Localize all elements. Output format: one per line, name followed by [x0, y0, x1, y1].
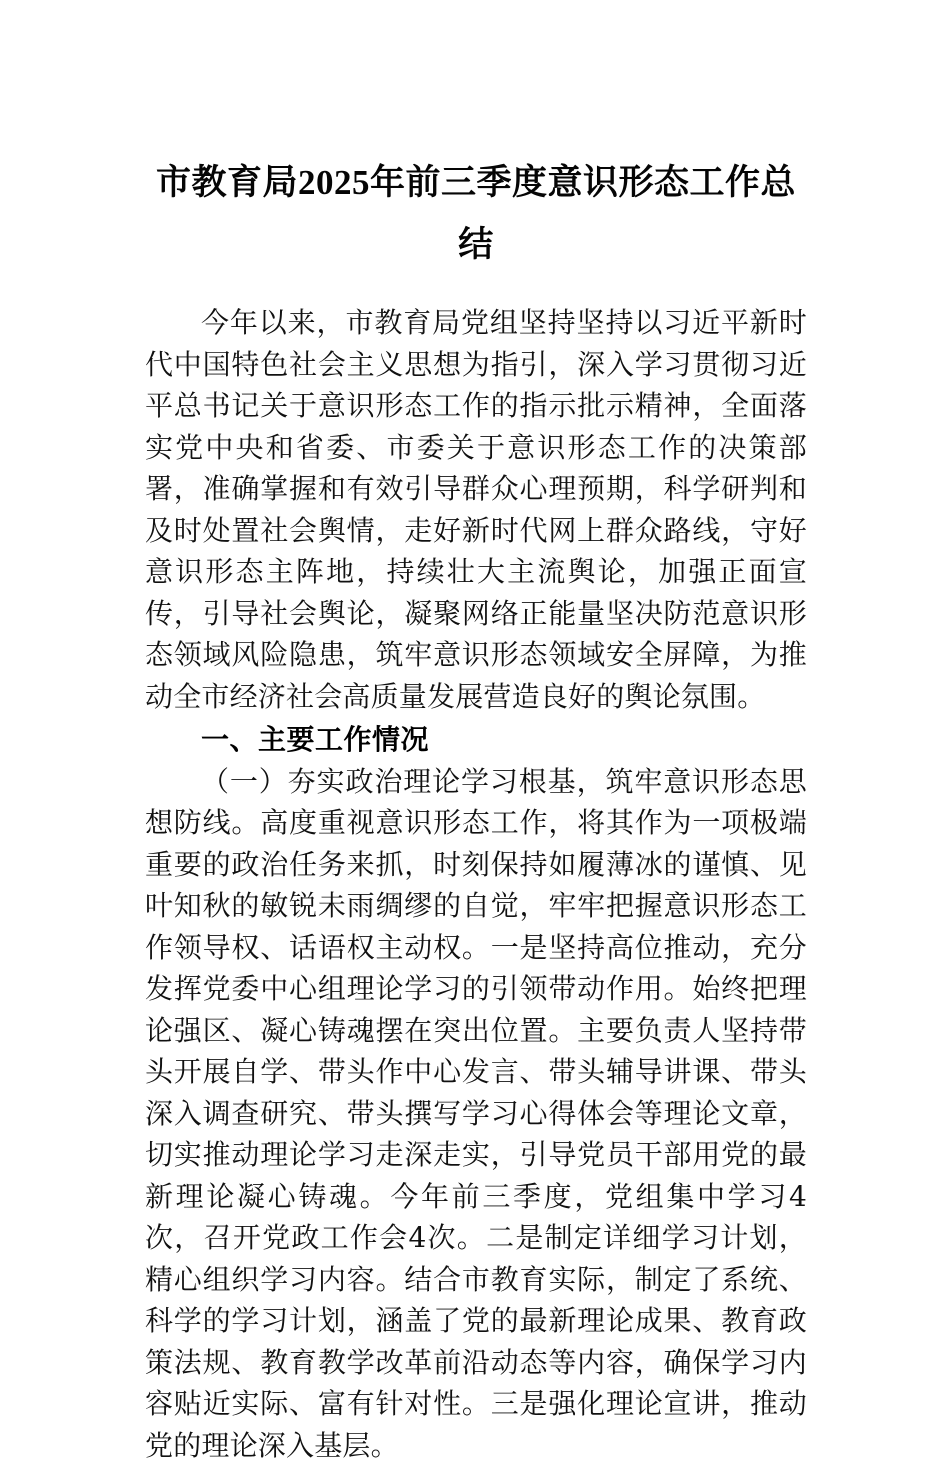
document-content	[145, 0, 807, 1466]
paragraph-section-1-1: （一）夯实政治理论学习根基，筑牢意识形态思想防线。高度重视意识形态工作，将其作为一项极端重要的政治任务来抓，时刻保持如履薄冰的谨慎、见叶知秋的敏锐未雨绸缪的自觉，牢牢把握意识形态工作领导权、话语权主动权。一是坚持高位推动，充分发挥党委中心组理论学习的引领带动作用。始终把理论强区、凝心铸魂摆在突出位置。主要负责人坚持带头开展自学、带头作中心发言、带头辅导讲课、带头深入调查研究、带头撰写学习心得体会等理论文章，切实推动理论学习走深走实，引导党员干部用党的最新理论凝心铸魂。今年前三季度，党组集中学习4次，召开党政工作会4次。二是制定详细学习计划，精心组织学习内容。结合市教育实际，制定了系统、科学的学习计划，涵盖了党的最新理论成果、教育政策法规、教育教学改革前沿动态等内容，确保学习内容贴近实际、富有针对性。三是强化理论宣讲，推动党的理论深入基层。	[145, 761, 807, 1466]
page-title: 市教育局2025年前三季度意识形态工作总结	[145, 0, 807, 276]
section-heading-main-work: 一、主要工作情况	[145, 719, 807, 761]
paragraph-intro: 今年以来，市教育局党组坚持坚持以习近平新时代中国特色社会主义思想为指引，深入学习贯彻习近平总书记关于意识形态工作的指示批示精神，全面落实党中央和省委、市委关于意识形态工作的决策部署，准确掌握和有效引导群众心理预期，科学研判和及时处置社会舆情，走好新时代网上群众路线，守好意识形态主阵地，持续壮大主流舆论，加强正面宣传，引导社会舆论，凝聚网络正能量坚决防范意识形态领域风险隐患，筑牢意识形态领域安全屏障，为推动全市经济社会高质量发展营造良好的舆论氛围。	[145, 302, 807, 717]
